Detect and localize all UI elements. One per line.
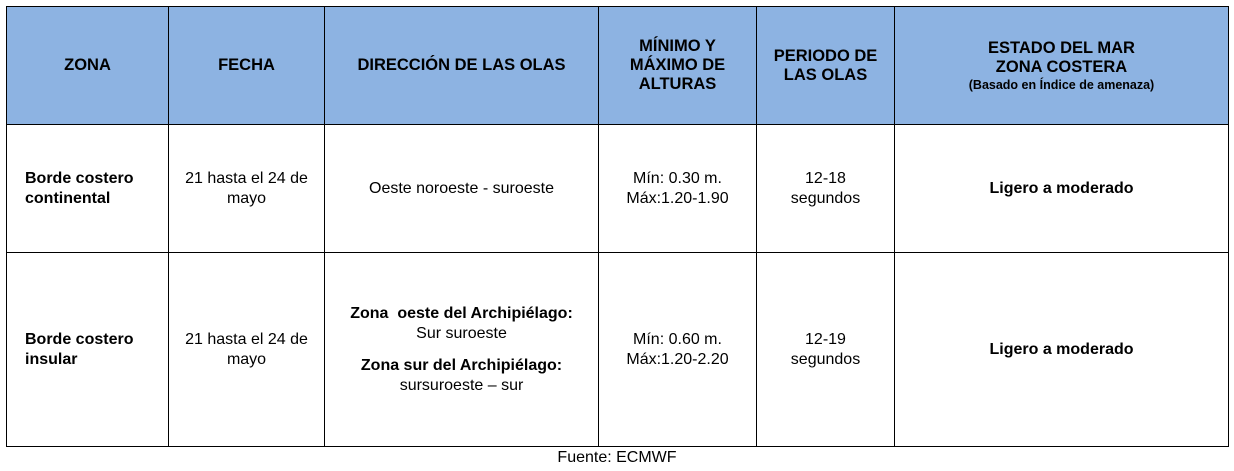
cell-alturas: Mín: 0.60 m. Máx:1.20-2.20 [599,253,757,447]
waves-table [6,6,1229,447]
direccion-zona-oeste-value: Sur suroeste [416,324,507,342]
source-caption: Fuente: ECMWF [557,449,677,466]
cell-fecha: 21 hasta el 24 de mayo [169,253,325,447]
table-row [7,125,1229,253]
table-row [7,253,1229,447]
direccion-zona-oeste-heading: Zona oeste del Archipiélago: [350,304,573,322]
header-periodo: PERIODO DE LAS OLAS [757,7,895,125]
waves-table-container [6,6,1228,446]
header-estado: ESTADO DEL MAR ZONA COSTERA (Basado en Índice de amenaza) [895,7,1229,125]
cell-periodo: 12-19 segundos [757,253,895,447]
cell-direccion [325,253,599,447]
cell-estado: Ligero a moderado [895,253,1229,447]
cell-zona: Borde costero insular [7,253,169,447]
direccion-zona-sur-value: sursuroeste – sur [399,376,524,394]
header-fecha: FECHA [169,7,325,125]
header-alturas: MÍNIMO Y MÁXIMO DE ALTURAS [599,7,757,125]
header-estado-subtitle: (Basado en Índice de amenaza) [968,77,1155,92]
cell-zona: Borde costero continental [7,125,169,253]
direccion-zona-sur-heading: Zona sur del Archipiélago: [360,356,563,374]
cell-alturas: Mín: 0.30 m. Máx:1.20-1.90 [599,125,757,253]
cell-estado: Ligero a moderado [895,125,1229,253]
cell-direccion: Oeste noroeste - suroeste [325,125,599,253]
header-direccion: DIRECCIÓN DE LAS OLAS [325,7,599,125]
cell-periodo: 12-18 segundos [757,125,895,253]
header-zona: ZONA [7,7,169,125]
table-header-row [7,7,1229,125]
cell-fecha: 21 hasta el 24 de mayo [169,125,325,253]
